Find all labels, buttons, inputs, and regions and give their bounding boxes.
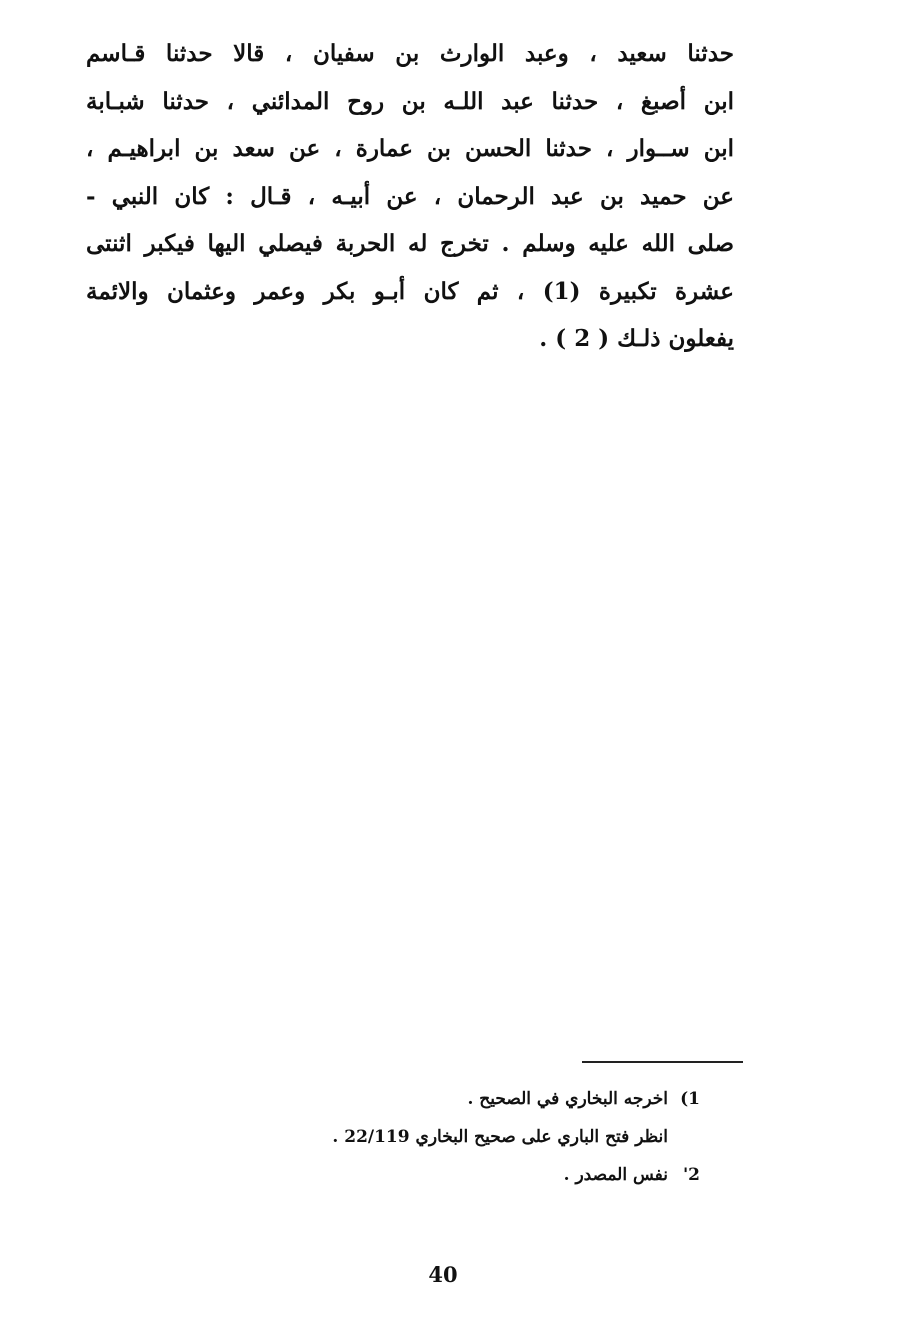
page-number: 40 <box>428 1262 458 1287</box>
text-line: ابن ســوار ، حدثنا الحسن بن عمارة ، عن سعد بن ابراهيـم ، <box>86 135 734 162</box>
footnote-separator <box>582 1061 743 1063</box>
text-line: عن حميد بن عبد الرحمان ، عن أبيـه ، قـال : كان النبي - <box>86 182 734 210</box>
footnote-text: اخرجه البخاري في الصحيح . <box>467 1089 668 1109</box>
footnote-number: 1) <box>680 1089 700 1109</box>
text-line: حدثنا سعيد ، وعبد الوارث بن سفيان ، قالا حدثنا قـاسم <box>86 40 734 67</box>
main-text-block <box>86 30 734 363</box>
text-line: عشرة تكبيرة (1) ، ثم كان أبـو بكر وعمر وعثمان والائمة <box>86 277 734 305</box>
text-line: صلى الله عليه وسلم . تخرج له الحربة فيصلي اليها فيكبر اثنتى <box>86 230 734 257</box>
text-line: يفعلون ذلـك ( 2 ) . <box>539 325 734 352</box>
footnote-text: نفس المصدر . <box>563 1165 668 1185</box>
text-line: ابن أصبغ ، حدثنا عبد اللـه بن روح المدائني ، حدثنا شبـابة <box>86 87 734 115</box>
footnote-item <box>260 1156 700 1194</box>
footnote-item <box>260 1080 700 1118</box>
footnote-item <box>260 1118 700 1156</box>
footnote-text: انظر فتح الباري على صحيح البخاري 22/119 . <box>332 1127 668 1147</box>
footnotes-block <box>260 1080 700 1194</box>
footnote-number: 2' <box>682 1165 700 1185</box>
